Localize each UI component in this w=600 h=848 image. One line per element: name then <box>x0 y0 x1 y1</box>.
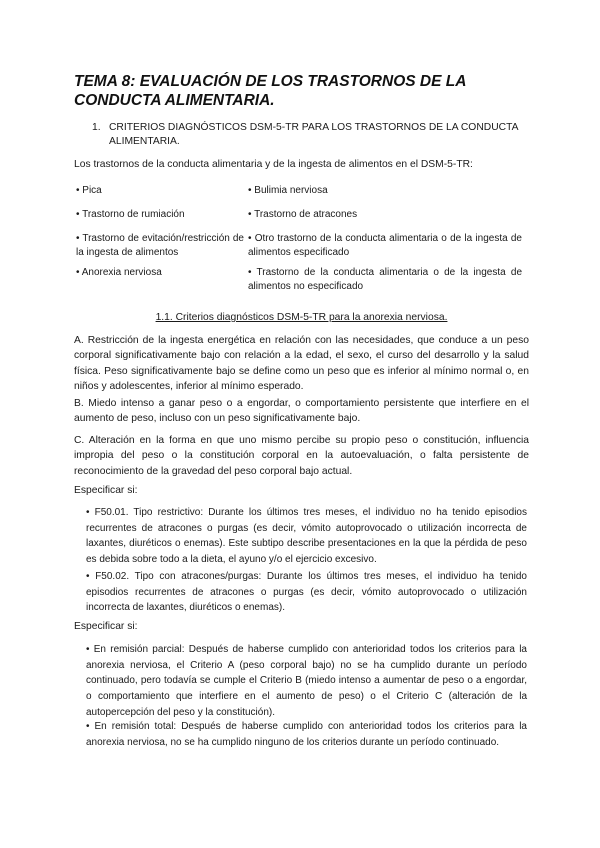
disorder-list-item: • Trastorno de evitación/restricción de la ingesta de alimentos <box>76 233 244 258</box>
subtype-binge-purge: • F50.02. Tipo con atracones/purgas: Durante los últimos tres meses, el individuo ha tenido episodios recurrentes de atracones o purgas (es decir, vómito autoprovocado o utilización incorrecta de laxantes, diuréticos o enemas). <box>86 571 527 614</box>
disorder-list-item: • Bulimia nerviosa <box>248 185 328 196</box>
criterion-a: A. Restricción de la ingesta energética en relación con las necesidades, que conduce a un peso corporal significativamente bajo con relación a la edad, el sexo, el curso del desarrollo y la salud física. Peso significativamente bajo se define como un peso que es inferior al mínimo normal o, en niños y adolescentes, inferior al mínimo esperado. <box>74 335 529 392</box>
disorder-list-item: • Anorexia nerviosa <box>76 267 162 278</box>
disorder-list-item: • Trastorno de atracones <box>248 209 358 220</box>
remission-total: • En remisión total: Después de haberse cumplido con anterioridad todos los criterios para la anorexia nerviosa, no se ha cumplido ninguno de los criterios durante un período continuado. <box>86 721 527 748</box>
disorder-list-item: • Otro trastorno de la conducta alimentaria o de la ingesta de alimentos especificado <box>248 233 522 258</box>
specify-label: Especificar si: <box>74 485 138 496</box>
section-number: 1. <box>92 122 101 133</box>
intro-paragraph: Los trastornos de la conducta alimentaria y de la ingesta de alimentos en el DSM-5-TR: <box>74 159 473 170</box>
section-heading-text: CRITERIOS DIAGNÓSTICOS DSM-5-TR PARA LOS TRASTORNOS DE LA CONDUCTA ALIMENTARIA. <box>109 122 518 147</box>
page-title: TEMA 8: EVALUACIÓN DE LOS TRASTORNOS DE LA CONDUCTA ALIMENTARIA. <box>74 73 466 109</box>
remission-partial: • En remisión parcial: Después de haberse cumplido con anterioridad todos los criterios para la anorexia nerviosa, el Criterio A (peso corporal bajo) no se ha cumplido durante un período continuado, pero todavía se cumple el Criterio B (miedo intenso a aumentar de peso o a engordar, o comportamiento que interfiere en el aumento de peso) o el Criterio C (alteración de la autopercepción del peso y la constitución). <box>86 644 527 718</box>
section-heading <box>92 121 532 148</box>
disorder-list-item: • Trastorno de la conducta alimentaria o de la ingesta de alimentos no especificado <box>248 267 522 292</box>
subsection-heading: 1.1. Criterios diagnósticos DSM-5-TR para la anorexia nerviosa. <box>155 312 448 323</box>
disorder-list-item: • Trastorno de rumiación <box>76 209 185 220</box>
disorder-list-item: • Pica <box>76 185 102 196</box>
subtype-restrictive: • F50.01. Tipo restrictivo: Durante los últimos tres meses, el individuo no ha tenido episodios recurrentes de atracones o purgas (es decir, vómito autoprovocado o utilización incorrecta de laxantes, diuréticos o enemas). Este subtipo describe presentaciones en la que la pérdida de peso es debida sobre todo a la dieta, el ayuno y/o el ejercicio excesivo. <box>86 507 527 566</box>
specify-label: Especificar si: <box>74 621 138 632</box>
criterion-c: C. Alteración en la forma en que uno mismo percibe su propio peso o constitución, influencia impropia del peso o la constitución corporal en la autoevaluación, o falta persistente de reconocimiento de la gravedad del peso corporal bajo actual. <box>74 435 529 477</box>
criterion-b: B. Miedo intenso a ganar peso o a engordar, o comportamiento persistente que interfiere en el aumento de peso, incluso con un peso significativamente bajo. <box>74 398 529 425</box>
